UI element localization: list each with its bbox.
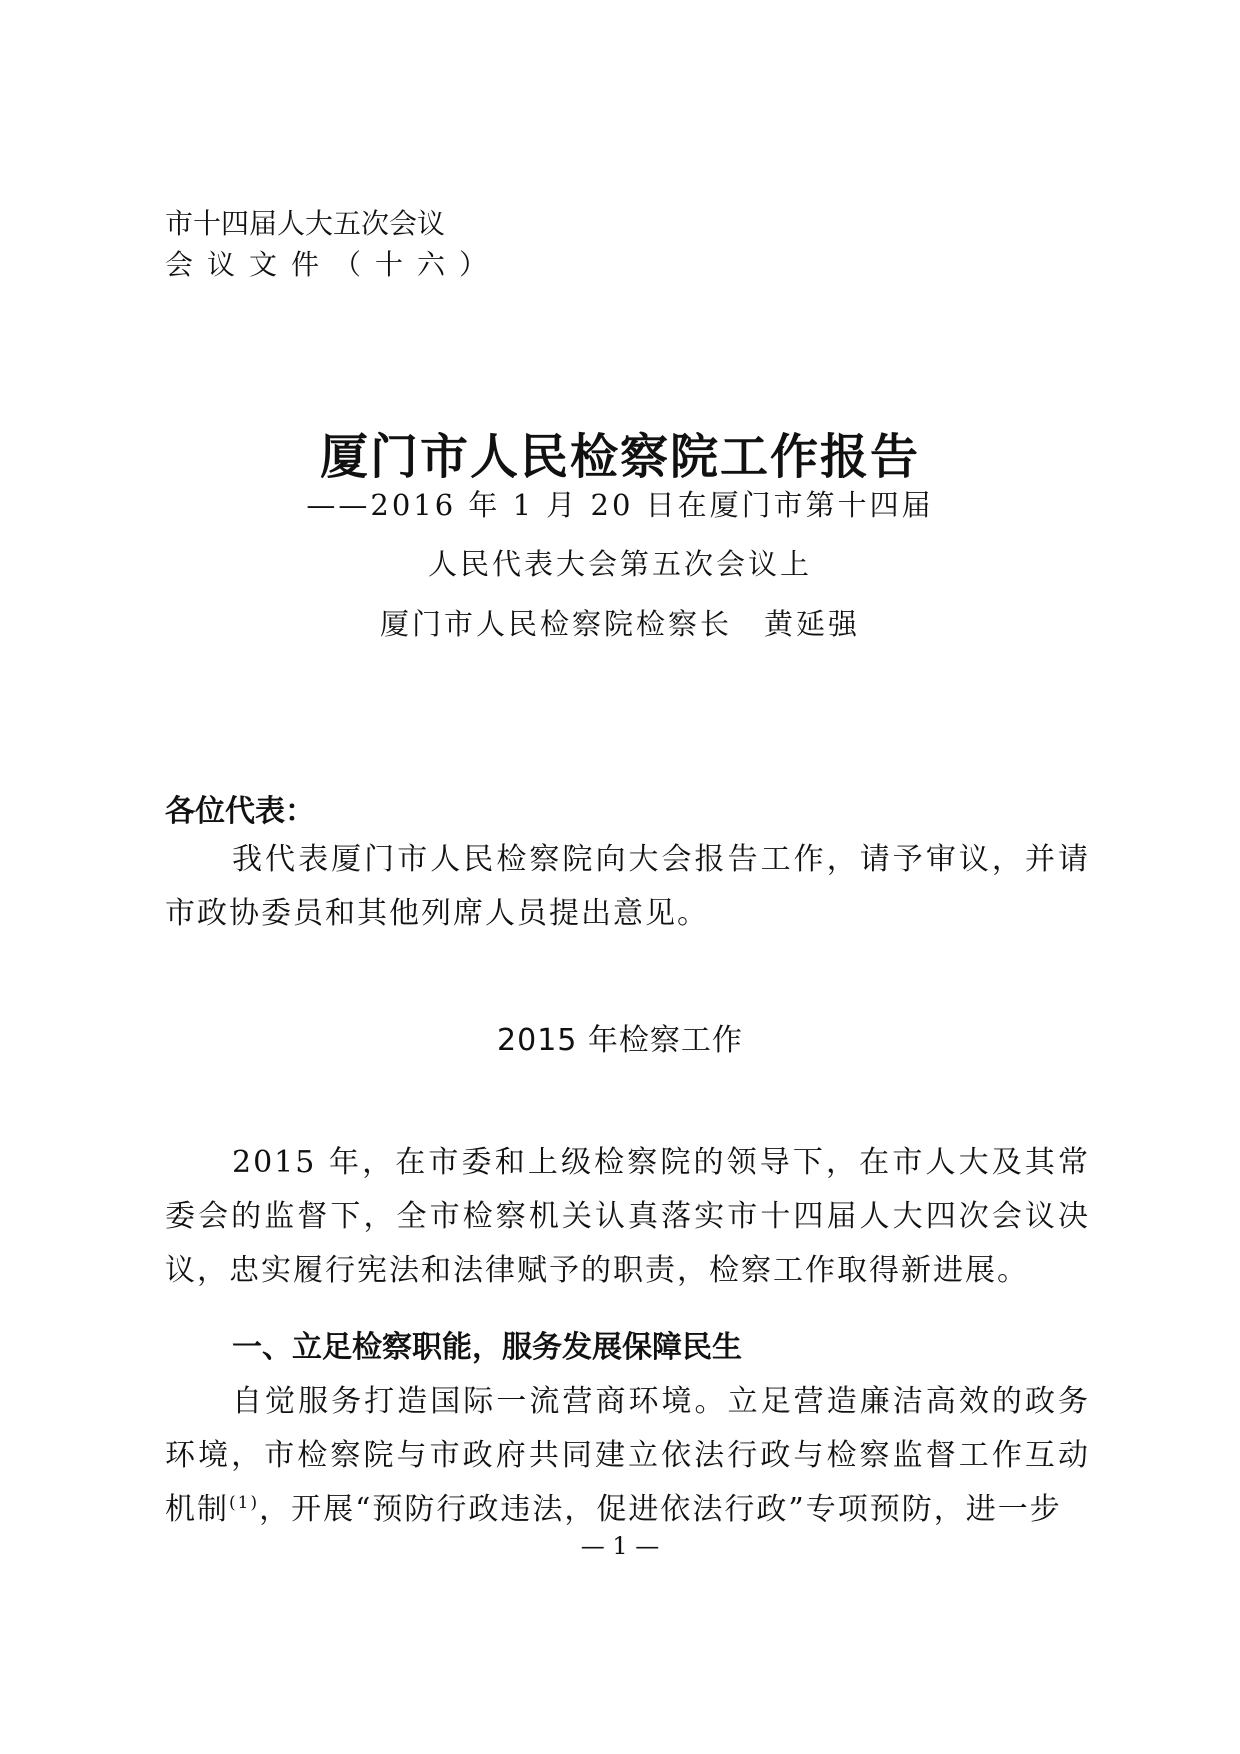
paragraph-2-text: 自觉服务打造国际一流营商环境。立足营造廉洁高效的政务环境，市检察院与市政府共同建立依法行政与检察监督工作互动机制 <box>165 1384 1090 1527</box>
body-paragraph-1: 2015 年，在市委和上级检察院的领导下，在市人大及其常委会的监督下，全市检察机关认真落实市十四届人大四次会议决议，忠实履行宪法和法律赋予的职责，检察工作取得新进展。 <box>165 1145 1090 1288</box>
footnote-marker: (1) <box>229 1493 260 1513</box>
intro-paragraph: 我代表厦门市人民检察院向大会报告工作，请予审议，并请市政协委员和其他列席人员提出意见。 <box>165 842 1090 931</box>
paragraph-2-text-cont: ，开展“预防行政违法，促进依法行政”专项预防，进一步 <box>259 1492 1062 1527</box>
document-number: 会议文件（十六） <box>165 248 502 281</box>
salutation: 各位代表： <box>165 794 315 829</box>
section-title: 2015 年检察工作 <box>497 1023 743 1058</box>
page-number: — 1 — <box>580 1532 660 1560</box>
subtitle-line-1: ——2016 年 1 月 20 日在厦门市第十四届 <box>306 488 934 522</box>
section-heading-1: 一、立足检察职能，服务发展保障民生 <box>232 1330 742 1365</box>
subtitle-line-2: 人民代表大会第五次会议上 <box>427 547 812 581</box>
session-label: 市十四届人大五次会议 <box>165 207 446 240</box>
subtitle-line-3: 厦门市人民检察院检察长 黄延强 <box>379 607 860 641</box>
report-title: 厦门市人民检察院工作报告 <box>319 429 920 485</box>
body-paragraph-2 <box>165 1375 1090 1537</box>
